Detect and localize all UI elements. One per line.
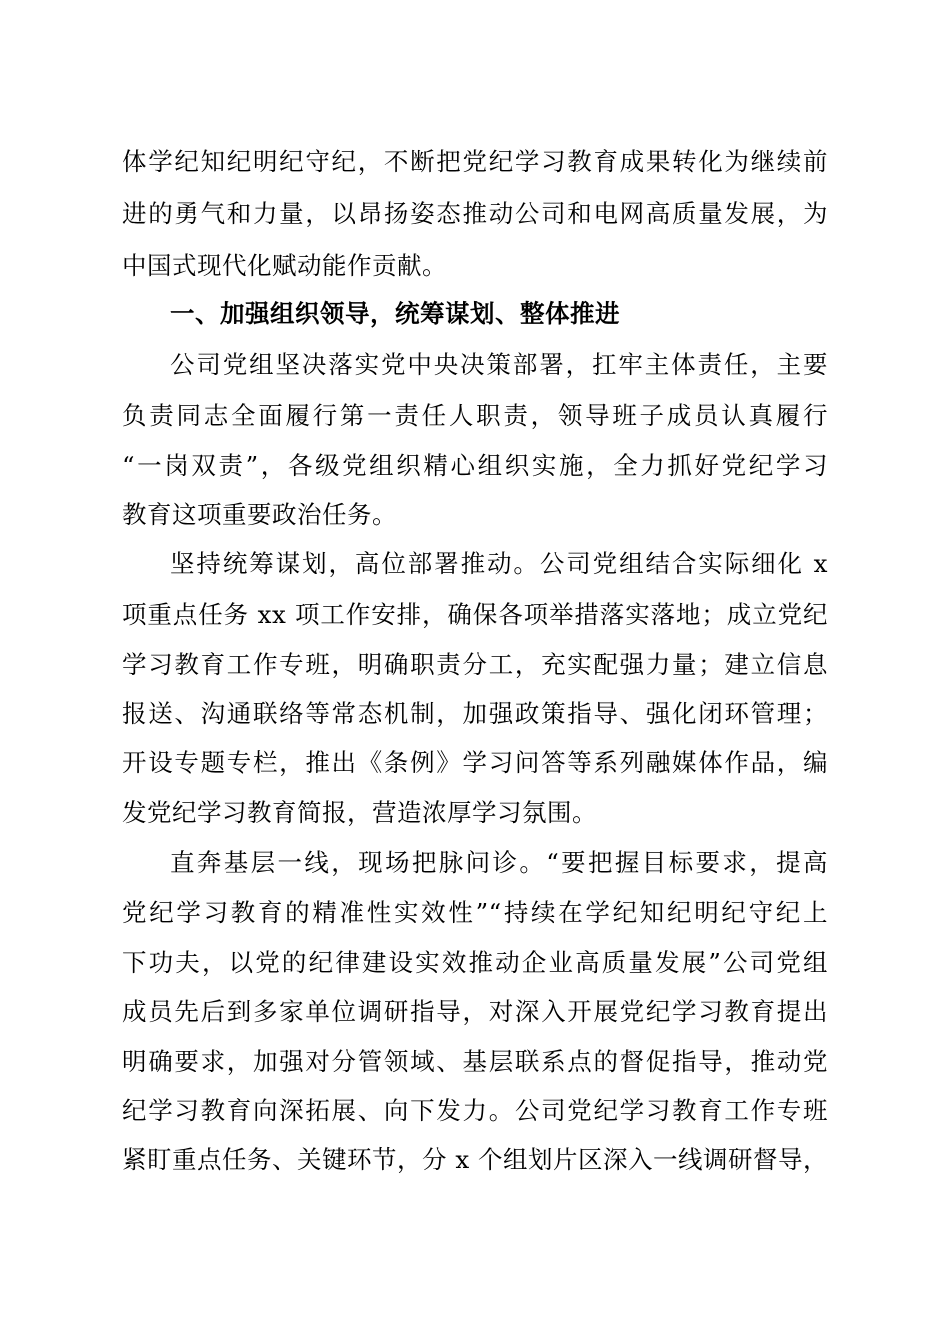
paragraph-line: 发党纪学习教育简报，营造浓厚学习氛围。 xyxy=(122,798,597,827)
paragraph-line: 负责同志全面履行第一责任人职责，领导班子成员认真履行 xyxy=(122,401,828,430)
paragraph-line: 开设专题专栏，推出《条例》学习问答等系列融媒体作品，编 xyxy=(122,748,828,777)
section-heading: 一、加强组织领导，统筹谋划、整体推进 xyxy=(170,299,620,328)
paragraph-line: 下功夫，以党的纪律建设实效推动企业高质量发展”公司党组 xyxy=(122,948,828,977)
paragraph-line: 进的勇气和力量，以昂扬姿态推动公司和电网高质量发展，为 xyxy=(122,199,828,228)
paragraph-line: 明确要求，加强对分管领域、基层联系点的督促指导，推动党 xyxy=(122,1047,828,1076)
paragraph-line: 纪学习教育向深拓展、向下发力。公司党纪学习教育工作专班 xyxy=(122,1096,828,1125)
paragraph-line: 报送、沟通联络等常态机制，加强政策指导、强化闭环管理； xyxy=(122,699,828,728)
paragraph-line: 成员先后到多家单位调研指导，对深入开展党纪学习教育提出 xyxy=(122,997,828,1026)
paragraph-line: 中国式现代化赋动能作贡献。 xyxy=(122,251,447,280)
paragraph-line: “一岗双责”，各级党组织精心组织实施，全力抓好党纪学习 xyxy=(122,451,828,480)
paragraph-line: 教育这项重要政治任务。 xyxy=(122,500,397,529)
paragraph-line: 公司党组坚决落实党中央决策部署，扛牢主体责任，主要 xyxy=(170,350,828,379)
paragraph-line: 学习教育工作专班，明确职责分工，充实配强力量；建立信息 xyxy=(122,650,828,679)
paragraph-line: 紧盯重点任务、关键环节，分 x 个组划片区深入一线调研督导， xyxy=(122,1145,828,1174)
paragraph-line: 直奔基层一线，现场把脉问诊。“要把握目标要求，提高 xyxy=(170,848,828,877)
paragraph-line: 体学纪知纪明纪守纪，不断把党纪学习教育成果转化为继续前 xyxy=(122,147,828,176)
paragraph-line: 项重点任务 xx 项工作安排，确保各项举措落实落地；成立党纪 xyxy=(122,600,828,629)
paragraph-line: 党纪学习教育的精准性实效性”“持续在学纪知纪明纪守纪上 xyxy=(122,898,828,927)
paragraph-line: 坚持统筹谋划，高位部署推动。公司党组结合实际细化 x xyxy=(170,549,828,578)
